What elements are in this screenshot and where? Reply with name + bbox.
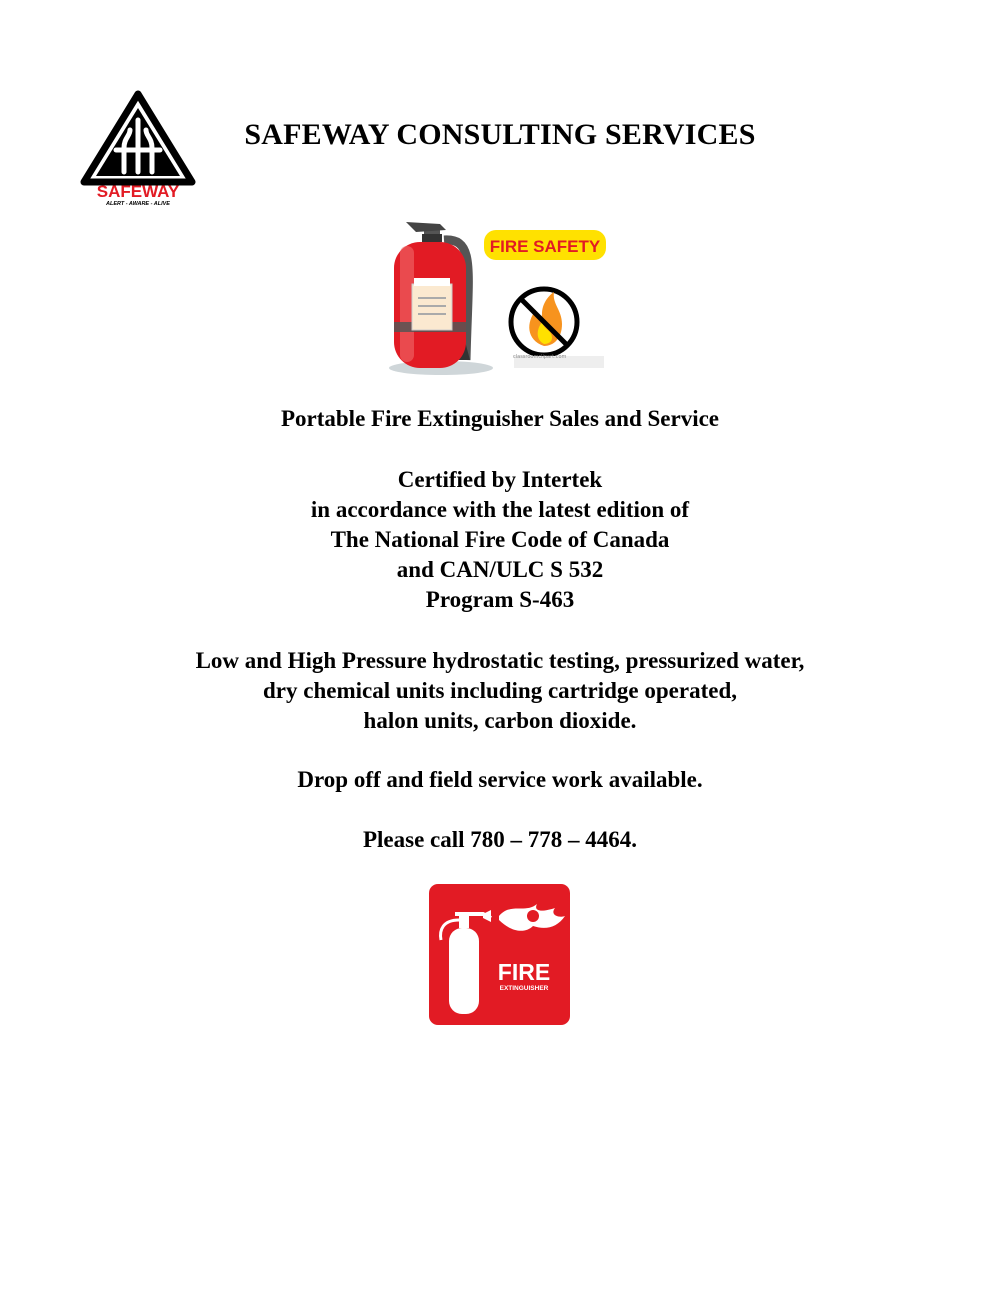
logo-tagline: ALERT - AWARE - ALIVE <box>106 201 170 206</box>
testing-line: Low and High Pressure hydrostatic testing, pressurized water, <box>195 648 805 673</box>
fire-extinguisher-sign <box>429 884 570 1025</box>
cert-line: and CAN/ULC S 532 <box>396 557 604 582</box>
image-credit: classroomclipart.com <box>513 354 567 360</box>
cert-line: The National Fire Code of Canada <box>330 527 670 552</box>
testing-line: dry chemical units including cartridge operated, <box>262 678 738 703</box>
service-heading: Portable Fire Extinguisher Sales and Service <box>280 406 720 431</box>
dropoff-text: Drop off and field service work available. <box>297 767 703 792</box>
extinguisher-icon <box>449 928 479 1014</box>
page-title: SAFEWAY CONSULTING SERVICES <box>244 118 756 151</box>
fire-safety-badge: FIRE SAFETY <box>489 237 601 256</box>
sign-title: FIRE <box>497 959 551 985</box>
cert-line: Certified by Intertek <box>397 467 603 492</box>
testing-block <box>0 646 1000 736</box>
testing-line: halon units, carbon dioxide. <box>363 708 637 733</box>
certification-block <box>0 465 1000 615</box>
fire-safety-illustration <box>386 210 616 378</box>
sign-subtitle: EXTINGUISHER <box>499 985 549 992</box>
phone-text: Please call 780 – 778 – 4464. <box>362 827 638 852</box>
cert-line: in accordance with the latest edition of <box>310 497 690 522</box>
cert-line: Program S-463 <box>425 587 575 612</box>
logo-wordmark: SAFEWAY <box>96 182 180 201</box>
